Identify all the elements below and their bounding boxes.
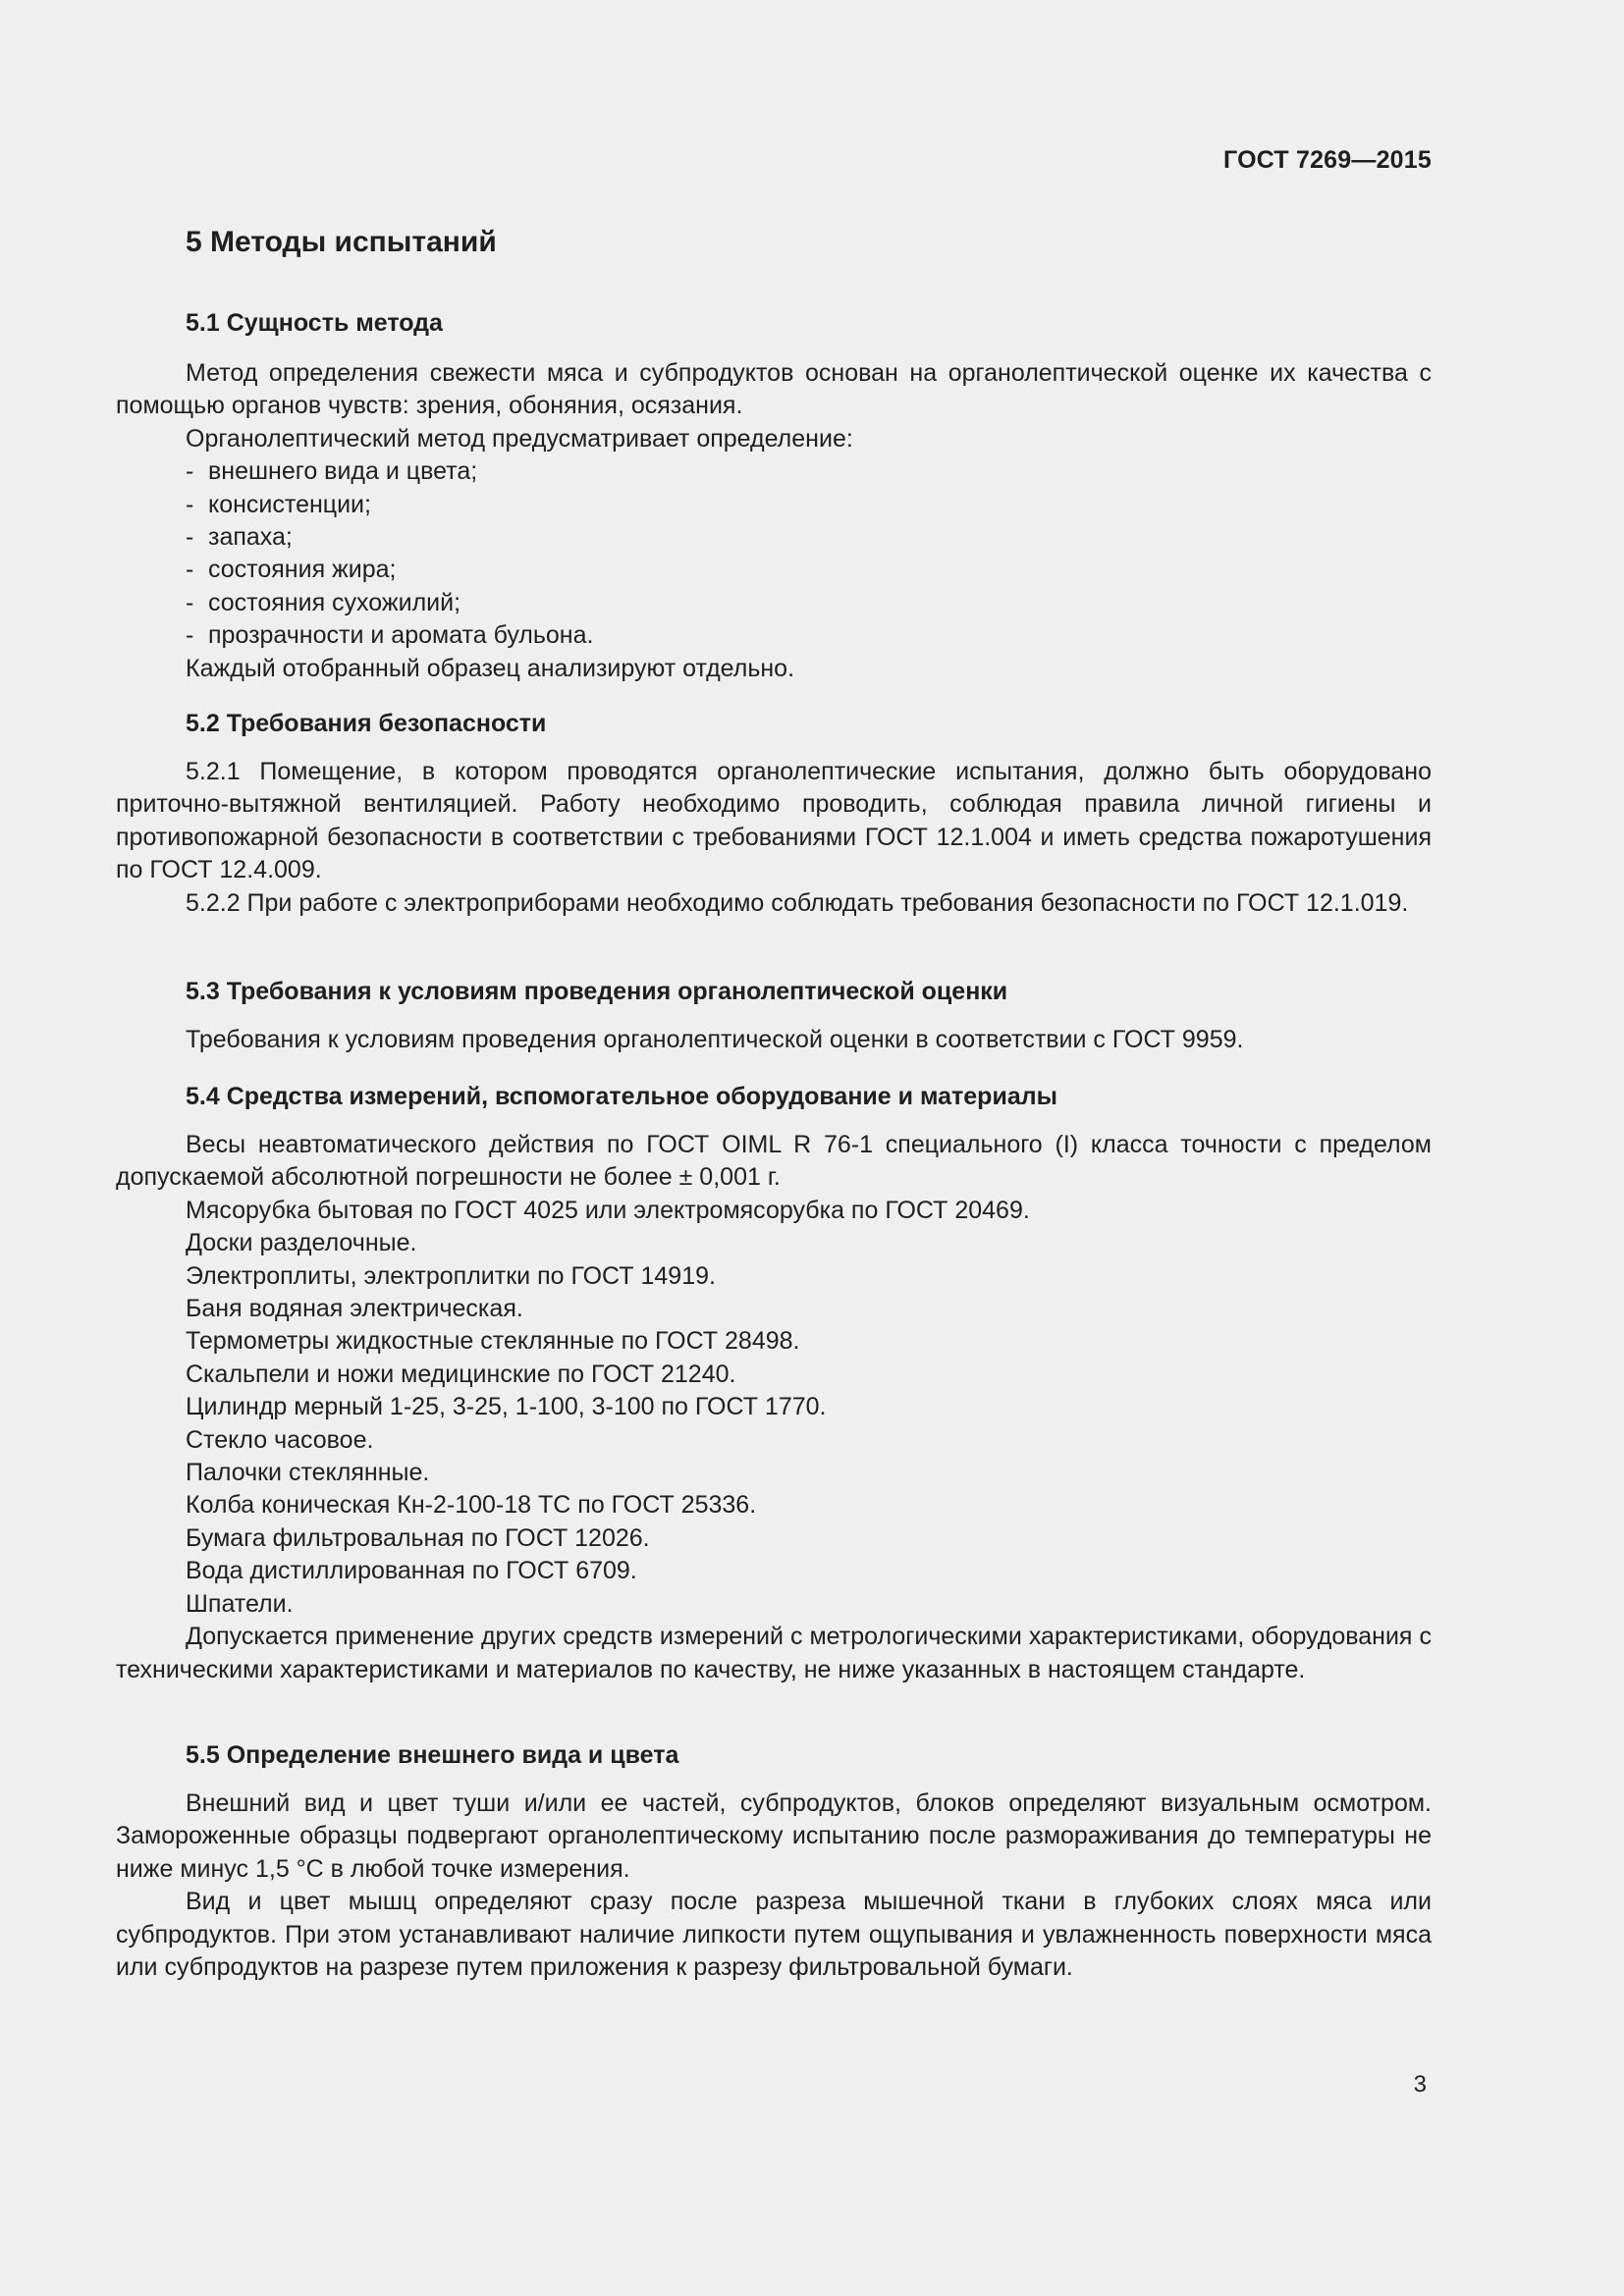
equipment-line: Бумага фильтровальная по ГОСТ 12026.: [186, 1523, 650, 1552]
section-5-2-body: [116, 756, 1432, 920]
page-number: 3: [1413, 2071, 1427, 2098]
subsection-title-5-2: 5.2 Требования безопасности: [186, 710, 547, 737]
section-5-5-body: [116, 1788, 1432, 1984]
subsection-title-5-1: 5.1 Сущность метода: [186, 309, 443, 337]
equipment-line: Стекло часовое.: [186, 1425, 374, 1454]
section-5-3-body: [116, 1024, 1432, 1056]
equipment-line: Баня водяная электрическая.: [186, 1295, 523, 1323]
section-5-4: [116, 1081, 1432, 1113]
equipment-line: Скальпели и ножи медицинские по ГОСТ 21240.: [186, 1360, 736, 1388]
paragraph: Органолептический метод предусматривает определение:: [186, 424, 853, 453]
equipment-line: Термометры жидкостные стеклянные по ГОСТ 28498.: [186, 1327, 800, 1356]
paragraph: Метод определения свежести мяса и субпродуктов основан на органолептической оценке их качества с помощью органов чувств: зрения, обоняния, осязания.: [116, 359, 1432, 420]
paragraph: Допускается применение других средств измерений с метрологическими характеристиками, оборудования с техническими характеристиками и материалов по качеству, не ниже указанных в настоящем стандарте.: [116, 1623, 1432, 1683]
equipment-line: Вода дистиллированная по ГОСТ 6709.: [186, 1557, 637, 1585]
subsection-title-5-4: 5.4 Средства измерений, вспомогательное оборудование и материалы: [186, 1083, 1057, 1110]
paragraph: Каждый отобранный образец анализируют отдельно.: [186, 654, 795, 682]
equipment-line: Мясорубка бытовая по ГОСТ 4025 или электромясорубка по ГОСТ 20469.: [186, 1196, 1030, 1224]
equipment-line: Электроплиты, электроплитки по ГОСТ 14919.: [186, 1261, 716, 1290]
equipment-line: Колба коническая Кн-2-100-18 ТС по ГОСТ 25336.: [186, 1491, 757, 1520]
section-5-1: [116, 307, 1432, 340]
equipment-line: Доски разделочные.: [186, 1229, 417, 1257]
list-item: - внешнего вида и цвета;: [186, 457, 478, 486]
equipment-line: Шпатели.: [186, 1589, 294, 1618]
equipment-line: Цилиндр мерный 1-25, 3-25, 1-100, 3-100 по ГОСТ 1770.: [186, 1393, 827, 1421]
section-5-2: [116, 708, 1432, 740]
paragraph: 5.2.2 При работе с электроприборами необходимо соблюдать требования безопасности по ГОСТ 12.1.019.: [186, 888, 1409, 917]
paragraph: Вид и цвет мышц определяют сразу после разреза мышечной ткани в глубоких слоях мяса или субпродуктов. При этом устанавливают наличие липкости путем ощупывания и увлажненность поверхности мяса или субпродуктов на разрезе путем приложения к разрезу фильтровальной бумаги.: [116, 1888, 1432, 1982]
equipment-line: Палочки стеклянные.: [186, 1459, 430, 1487]
section-5-1-body: [116, 357, 1432, 685]
list-item: - состояния жира;: [186, 556, 397, 584]
subsection-title-5-5: 5.5 Определение внешнего вида и цвета: [186, 1741, 679, 1769]
document-id: ГОСТ 7269—2015: [1223, 146, 1432, 174]
list-item: - состояния сухожилий;: [186, 588, 461, 616]
section-5-4-body: [116, 1129, 1432, 1686]
paragraph: Требования к условиям проведения органолептической оценки в соответствии с ГОСТ 9959.: [186, 1026, 1244, 1053]
list-item: - консистенции;: [186, 490, 371, 518]
section-5-3: [116, 976, 1432, 1008]
paragraph: 5.2.1 Помещение, в котором проводятся органолептические испытания, должно быть оборудовано приточно-вытяжной вентиляцией. Работу необходимо проводить, соблюдая правила личной гигиены и противопожарной безопасности в соответствии с требованиями ГОСТ 12.1.004 и иметь средства пожаротушения по ГОСТ 12.4.009.: [116, 758, 1432, 884]
paragraph: Внешний вид и цвет туши и/или ее частей, субпродуктов, блоков определяют визуальным осмотром. Замороженные образцы подвергают органолептическому испытанию после размораживания до температуры не ниже минус 1,5 °С в любой точке измерения.: [116, 1789, 1432, 1883]
subsection-title-5-3: 5.3 Требования к условиям проведения органолептической оценки: [186, 978, 1008, 1005]
section-title: 5 Методы испытаний: [186, 226, 497, 258]
section-5-5: [116, 1739, 1432, 1772]
paragraph: Весы неавтоматического действия по ГОСТ OIML R 76-1 специального (I) класса точности с пределом допускаемой абсолютной погрешности не более ± 0,001 г.: [116, 1131, 1432, 1192]
list-item: - прозрачности и аромата бульона.: [186, 621, 594, 650]
list-item: - запаха;: [186, 523, 293, 552]
